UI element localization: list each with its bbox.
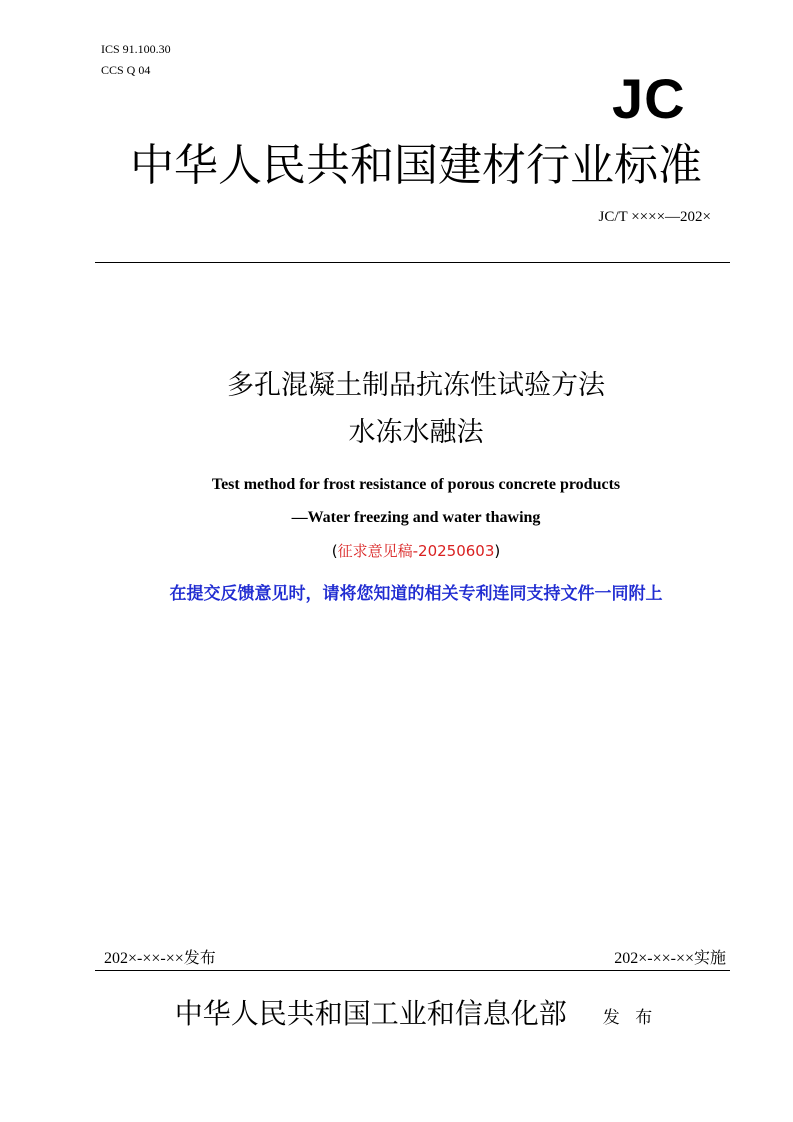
draft-close-paren: )	[494, 542, 501, 560]
issuing-authority	[96, 995, 736, 1037]
issuer-name: 中华人民共和国工业和信息化部	[174, 997, 567, 1030]
ics-code: ICS 91.100.30	[101, 42, 171, 56]
standard-code: JC/T ××××—202×	[598, 209, 711, 225]
ccs-code: CCS Q 04	[101, 63, 151, 77]
draft-label: 征求意见稿-20250603	[337, 542, 495, 560]
implementation-date: 202×-××-××实施	[614, 950, 726, 967]
english-title-line-1: Test method for frost resistance of porous concrete products	[211, 476, 621, 493]
english-title-line-2: —Water freezing and water thawing	[291, 509, 541, 526]
top-divider	[95, 262, 730, 263]
chinese-title-line-1: 多孔混凝土制品抗冻性试验方法	[227, 370, 605, 401]
chinese-title-line-2: 水冻水融法	[348, 417, 484, 448]
issue-date: 202×-××-××发布	[104, 950, 216, 967]
issuer-suffix: 发 布	[602, 1008, 658, 1028]
standard-category-title: 中华人民共和国建材行业标准	[130, 140, 702, 191]
draft-status	[96, 541, 736, 561]
standard-mark: JC	[612, 67, 686, 130]
bottom-divider	[95, 970, 730, 971]
patent-notice: 在提交反馈意见时，请将您知道的相关专利连同支持文件一同附上	[169, 584, 663, 604]
draft-open-paren: (	[331, 542, 338, 560]
